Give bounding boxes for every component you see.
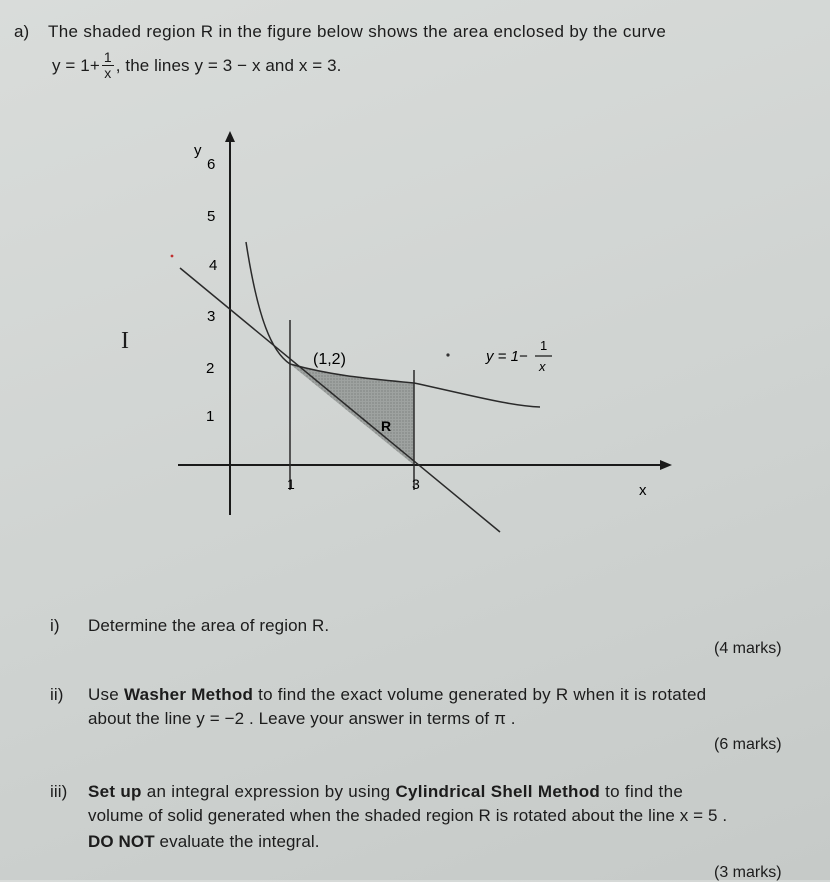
washer-method-term: Washer Method [123, 685, 254, 704]
y-tick-3: 3 [207, 308, 216, 325]
part-iii-line-3-rest: evaluate the integral. [154, 832, 320, 851]
part-iii-post: to find the [600, 782, 684, 801]
region-label-r: R [381, 418, 392, 434]
x-tick-1: 1 [287, 476, 295, 492]
question-line-1: The shaded region R in the figure below shows the area enclosed by the curve [48, 22, 667, 41]
red-speck-dot [171, 255, 174, 258]
part-ii-pre: Use [88, 685, 124, 704]
part-i-text: Determine the area of region R. [88, 616, 330, 635]
curve-equation-lhs: y = 1+ [52, 55, 100, 75]
question-label: a) [14, 22, 30, 41]
do-not-term: DO NOT [88, 832, 155, 851]
shaded-region-r [290, 364, 414, 465]
curve-label-lhs: y = 1− [486, 348, 528, 365]
part-iii-label: iii) [50, 782, 68, 801]
part-i-label: i) [50, 616, 60, 635]
y-tick-2: 2 [206, 360, 215, 377]
part-ii-line-1 [88, 685, 706, 705]
set-up-term: Set up [88, 782, 142, 801]
y-tick-5: 5 [207, 208, 216, 225]
y-tick-1: 1 [206, 408, 215, 425]
y-tick-4: 4 [209, 257, 218, 274]
part-iii-line-2: volume of solid generated when the shaded region R is rotated about the line x = 5 . [88, 806, 728, 825]
y-axis-arrow-icon [225, 131, 235, 142]
part-i-marks: (4 marks) [714, 640, 782, 657]
curve-label-numerator: 1 [540, 338, 548, 353]
point-label-1-2: (1,2) [313, 351, 346, 368]
line-y-equals-3-minus-x [180, 268, 500, 532]
x-axis-arrow-icon [660, 460, 672, 470]
text-cursor-icon: I [121, 328, 129, 354]
curve-label-denominator: x [539, 359, 546, 374]
part-iii-line-1 [88, 782, 683, 802]
cylindrical-shell-term: Cylindrical Shell Method [395, 782, 601, 801]
part-ii-post: to find the exact volume generated by R when it is rotated [253, 685, 707, 704]
y-tick-6: 6 [207, 156, 216, 173]
part-ii-line-2: about the line y = −2 . Leave your answer in terms of π . [88, 709, 516, 728]
x-axis-label: x [639, 482, 647, 499]
curve-fraction-numerator: 1 [103, 49, 112, 65]
y-axis-label: y [194, 142, 202, 159]
x-tick-3: 3 [412, 476, 420, 492]
part-iii-mid: an integral expression by using [141, 782, 396, 801]
curve-fraction-denominator: x [104, 65, 112, 81]
part-iii-marks: (3 marks) [714, 864, 782, 881]
speck-dot [446, 353, 449, 356]
part-iii-line-3 [88, 832, 320, 852]
part-ii-marks: (6 marks) [714, 736, 782, 753]
question-line-2-rest: , the lines y = 3 − x and x = 3. [115, 55, 342, 75]
part-ii-label: ii) [50, 685, 64, 704]
